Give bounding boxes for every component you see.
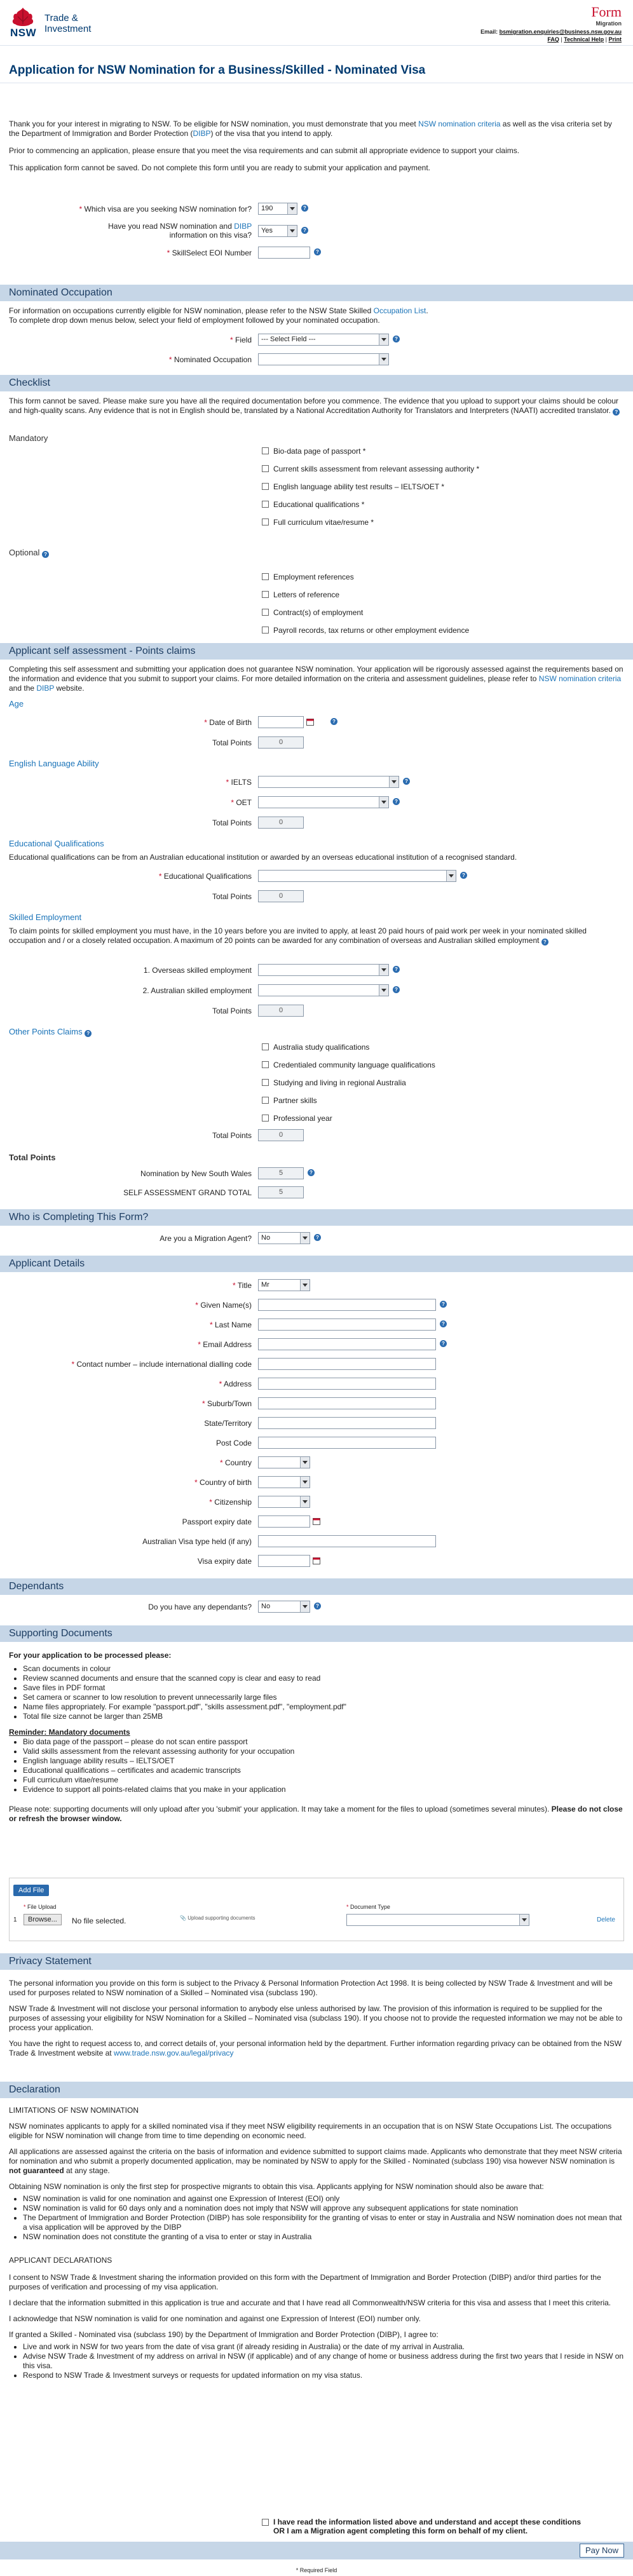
applicant-field-row bbox=[0, 1515, 633, 1529]
other-total-value: 0 bbox=[258, 1129, 304, 1141]
applicant-field-row bbox=[0, 1278, 633, 1292]
applicant-heading: Applicant Details bbox=[0, 1256, 633, 1272]
document-type-label: * Document Type bbox=[346, 1904, 390, 1910]
applicant-field-row bbox=[0, 1357, 633, 1371]
dibp-info-link[interactable]: DIBP bbox=[234, 222, 252, 231]
agent-label: Are you a Migration Agent? bbox=[160, 1234, 252, 1243]
nomination-points-row bbox=[0, 1167, 633, 1181]
australian-select[interactable] bbox=[258, 984, 389, 996]
help-icon[interactable]: ? bbox=[440, 1320, 447, 1327]
text-input[interactable] bbox=[258, 1299, 436, 1311]
add-file-button[interactable]: Add File bbox=[13, 1885, 49, 1896]
checklist-heading: Checklist bbox=[0, 375, 633, 391]
bullet-item: • Respond to NSW Trade & Investment surveys or requests for updated information on my visa status. bbox=[23, 2371, 624, 2380]
accept-checkbox[interactable] bbox=[262, 2519, 269, 2526]
dependants-label: Do you have any dependants? bbox=[148, 1603, 252, 1611]
form-tag bbox=[480, 4, 622, 43]
no-file-text: No file selected. bbox=[72, 1916, 126, 1925]
checkbox[interactable] bbox=[262, 1043, 269, 1050]
checkbox[interactable] bbox=[262, 501, 269, 508]
bullet-item: • English language ability results – IELTS/OET bbox=[23, 1756, 624, 1766]
grand-total-value: 5 bbox=[258, 1186, 304, 1198]
read-info-select[interactable]: Yes bbox=[258, 225, 297, 237]
checkbox-label: Educational qualifications * bbox=[273, 500, 365, 509]
bullet-item: • Name files appropriately. For example "passport.pdf", "skills assessment.pdf", "employment.pdf" bbox=[23, 1702, 624, 1712]
row-number: 1 bbox=[13, 1916, 17, 1923]
text-input[interactable] bbox=[258, 1378, 436, 1390]
field-select[interactable]: --- Select Field --- bbox=[258, 334, 389, 346]
bullet-item: • Review scanned documents and ensure that the scanned copy is clear and easy to read bbox=[23, 1674, 624, 1683]
checkbox[interactable] bbox=[262, 1115, 269, 1122]
optional-label: Optional ? bbox=[9, 548, 49, 557]
declaration-heading: Declaration bbox=[0, 2082, 633, 2098]
skilled-total-value: 0 bbox=[258, 1005, 304, 1017]
field-label: * Field bbox=[229, 336, 252, 344]
oet-row bbox=[0, 796, 633, 810]
help-icon[interactable]: ? bbox=[308, 1169, 315, 1176]
australian-label: 2. Australian skilled employment bbox=[142, 986, 252, 995]
file-upload-panel bbox=[9, 1878, 624, 1941]
declaration-text: LIMITATIONS OF NSW NOMINATION NSW nominates applicants to apply for a skilled nominated visa if they meet NSW eligibility requirements in an occupation that is on NSW State Occupations List. The occupations eligible for NSW nomination will change from time to time depending on economic need. All applications are assessed against the criteria on the basis of information and evidence submitted to support claims made. Applicants who demonstrate that they meet NSW criteria for nomination and who submit a properly documented application, may be nominated by NSW to apply for the Skilled - Nominated (subclass 190) visa however NSW nomination is not guaranteed at any stage. Obtaining NSW nomination is only the first step for prospective migrants to obtain this visa. Applicants applying for NSW nomination should also be aware that: • NSW nomination is valid for one nomination and against one Expression of Interest (EOI) only • NSW nomination is valid for 60 days only and a nomination does not imply that NSW will approve any subsequent applications for state nomination • The Department of Immigration and Border Protection (DIBP) has sole responsibility for the granting of visas to enter or stay in Australia and NSW nomination does not mean that a visa application will be approved by the DIBP • NSW nomination does not constitute the granting of a visa to enter or stay in Australia APPLICANT DECLARATIONS I consent to NSW Trade & Investment sharing the information provided on this form with the Department of Immigration and Border Protection (DIBP) and/or third parties for the purposes of verification and processing of my visa application. I declare that the information submitted in this application is true and accurate and that I have read all Commonwealth/NSW criteria for this visa and assess that I meet this criteria. I acknowledge that NSW nomination is valid for one nomination and against one Expression of Interest (EOI) number only. If granted a Skilled - Nominated visa (subclass 190) by the Department of Immigration and Border Protection (DIBP), I agree to: • Live and work in NSW for two years from the date of visa grant (if already residing in Australia) or the date of my arrival in Australia. • Advise NSW Trade & Investment of my address on arrival in NSW (if applicable) and of any change of home or business address during the first two years that I reside in NSW on this visa. • Respond to NSW Trade & Investment surveys or requests for updated information on my visa status. bbox=[9, 2106, 624, 2380]
checkbox[interactable] bbox=[262, 609, 269, 616]
dob-label: * Date of Birth bbox=[204, 718, 252, 727]
age-total-label: Total Points bbox=[212, 738, 252, 747]
pay-now-button[interactable]: Pay Now bbox=[580, 2544, 624, 2558]
text-input[interactable] bbox=[258, 1358, 436, 1370]
ielts-label: * IELTS bbox=[226, 778, 252, 787]
english-heading: English Language Ability bbox=[9, 759, 99, 768]
english-total-row bbox=[0, 816, 633, 830]
text-input[interactable] bbox=[258, 1319, 436, 1331]
overseas-label: 1. Overseas skilled employment bbox=[143, 966, 252, 975]
logo-nsw-text: NSW bbox=[10, 27, 37, 39]
applicant-field-row bbox=[0, 1554, 633, 1568]
checkbox[interactable] bbox=[262, 447, 269, 454]
australian-row bbox=[0, 984, 633, 998]
overseas-select[interactable] bbox=[258, 964, 389, 976]
select-field[interactable] bbox=[258, 1476, 310, 1488]
bullet-item: • Bio data page of the passport – please do not scan entire passport bbox=[23, 1737, 624, 1747]
other-total-row bbox=[0, 1129, 633, 1142]
applicant-field-row bbox=[0, 1416, 633, 1430]
skilled-total-row bbox=[0, 1004, 633, 1018]
logo-brand-text: Trade & Investment bbox=[44, 13, 92, 34]
skillselect-input[interactable] bbox=[258, 247, 310, 259]
bullet-item: • Save files in PDF format bbox=[23, 1683, 624, 1693]
checkbox-label: Professional year bbox=[273, 1114, 332, 1123]
field-label: * Address bbox=[219, 1380, 252, 1388]
field-label: * Country of birth bbox=[194, 1478, 252, 1487]
text-input[interactable] bbox=[258, 1338, 436, 1350]
field-label: * Email Address bbox=[198, 1340, 252, 1349]
checkbox-label: Credentialed community language qualifications bbox=[273, 1061, 435, 1069]
english-total-label: Total Points bbox=[212, 818, 252, 827]
dependants-select[interactable]: No bbox=[258, 1601, 310, 1613]
checkbox-label: Payroll records, tax returns or other employment evidence bbox=[273, 626, 470, 635]
date-input[interactable] bbox=[258, 1555, 310, 1567]
delete-link[interactable]: Delete bbox=[597, 1916, 615, 1923]
help-icon[interactable]: ? bbox=[541, 939, 548, 946]
education-select[interactable] bbox=[258, 870, 456, 882]
grand-total-label: SELF ASSESSMENT GRAND TOTAL bbox=[123, 1188, 252, 1197]
help-icon[interactable]: ? bbox=[85, 1030, 92, 1037]
dob-row bbox=[0, 715, 633, 729]
who-heading: Who is Completing This Form? bbox=[0, 1209, 633, 1226]
help-icon[interactable]: ? bbox=[460, 872, 467, 879]
help-icon[interactable]: ? bbox=[301, 205, 308, 212]
skilled-info: To claim points for skilled employment you must have, in the 10 years before you are invited to apply, at least 20 paid hours of paid work per week in your nominated skilled occupation and / or a closely related occupation. A maximum of 20 points can be awarded for any combination of overseas and Australian skilled employment ? bbox=[9, 926, 587, 945]
help-icon[interactable]: ? bbox=[403, 778, 410, 785]
date-input[interactable] bbox=[258, 1515, 310, 1528]
applicant-field-row bbox=[0, 1495, 633, 1509]
field-label: * Country bbox=[219, 1458, 252, 1467]
checkbox[interactable] bbox=[262, 519, 269, 525]
read-info-row bbox=[0, 224, 633, 238]
intro-paragraph-3: This application form cannot be saved. Do not complete this form until you are ready to submit your application and payment. bbox=[9, 163, 431, 172]
age-total-row bbox=[0, 736, 633, 750]
calendar-icon[interactable] bbox=[313, 1517, 320, 1525]
field-label: State/Territory bbox=[204, 1419, 252, 1428]
checkbox[interactable] bbox=[262, 573, 269, 580]
checkbox-label: Letters of reference bbox=[273, 590, 340, 599]
faq-link[interactable]: FAQ bbox=[547, 36, 559, 43]
supporting-info: For your application to be processed please: • Scan documents in colour • Review scanned documents and ensure that the scanned copy is clear and easy to read • Save files in PDF format • Set camera or scanner to low resolution to prevent unnecessarily large files • Name files appropriately. For example "passport.pdf", "skills assessment.pdf", "employment.pdf" • Total file size cannot be larger than 25MB Reminder: Mandatory documents • Bio data page of the passport – please do not scan entire passport • Valid skills assessment from the relevant assessing authority for your occupation • English language ability results – IELTS/OET • Educational qualifications – certificates and academic transcripts • Full curriculum vitae/resume • Evidence to support all points-related claims that you make in your application Please note: supporting documents will only upload after you 'submit' your application. It may take a moment for the files to upload (sometimes several minutes). Please do not close or refresh the browser window. bbox=[9, 1651, 624, 1824]
applicant-field-row bbox=[0, 1397, 633, 1411]
dibp-link[interactable]: DIBP bbox=[193, 129, 211, 138]
bullet-item: • NSW nomination is valid for one nomination and against one Expression of Interest (EOI) only bbox=[23, 2194, 624, 2204]
bullet-item: • Set camera or scanner to low resolution to prevent unnecessarily large files bbox=[23, 1693, 624, 1702]
skilled-total-label: Total Points bbox=[212, 1007, 252, 1015]
checkbox[interactable] bbox=[262, 591, 269, 598]
applicant-field-row bbox=[0, 1475, 633, 1489]
select-field[interactable] bbox=[258, 1496, 310, 1508]
print-link[interactable]: Print bbox=[608, 36, 622, 43]
help-icon[interactable]: ? bbox=[393, 986, 400, 993]
points-heading: Applicant self assessment - Points claims bbox=[0, 643, 633, 660]
other-total-label: Total Points bbox=[212, 1131, 252, 1140]
points-info: Completing this self assessment and submitting your application does not guarantee NSW nomination. Your application will be rigorously assessed against the requirements based on the information and evidence that you submit to support your claims. For more detailed information on the criteria and assessment guidelines, please refer to NSW nomination criteria and the DIBP website. bbox=[9, 665, 623, 693]
checkbox-label: Full curriculum vitae/resume * bbox=[273, 518, 374, 527]
intro-paragraph-2: Prior to commencing an application, please ensure that you meet the visa requirements and can submit all appropriate evidence to support your claims. bbox=[9, 146, 520, 155]
bullet-item: • Valid skills assessment from the relevant assessing authority for your occupation bbox=[23, 1747, 624, 1756]
technical-help-link[interactable]: Technical Help bbox=[564, 36, 604, 43]
document-type-select[interactable] bbox=[346, 1914, 529, 1926]
field-label: Australian Visa type held (if any) bbox=[142, 1537, 252, 1546]
dependants-heading: Dependants bbox=[0, 1578, 633, 1595]
checkbox-label: Contract(s) of employment bbox=[273, 608, 364, 617]
checklist-info: This form cannot be saved. Please make sure you have all the required documentation before you commence. The evidence that you upload to support your claims should be colour and high-quality scans. Any evidence that is not in English should be, translated by a National Accreditation Authority for Translators and Interpreters (NAATI) accredited translator. ? bbox=[9, 397, 624, 416]
bullet-item: • Advise NSW Trade & Investment of my address on arrival in NSW (if applicable) and of any change of home or business address during the first two years that I reside in NSW on this visa. bbox=[23, 2352, 624, 2371]
checkbox[interactable] bbox=[262, 465, 269, 472]
visa-select[interactable]: 190 bbox=[258, 203, 297, 215]
help-icon[interactable]: ? bbox=[440, 1340, 447, 1347]
email-link[interactable]: bsmigration.enquiries@business.nsw.gov.au bbox=[499, 29, 622, 35]
visa-row bbox=[0, 202, 633, 216]
overseas-row bbox=[0, 963, 633, 977]
supporting-heading: Supporting Documents bbox=[0, 1625, 633, 1642]
field-label: Visa expiry date bbox=[197, 1557, 252, 1566]
nomination-criteria-link[interactable]: NSW nomination criteria bbox=[538, 674, 622, 683]
field-label: * Title bbox=[232, 1281, 252, 1290]
help-icon[interactable]: ? bbox=[393, 336, 400, 342]
help-icon[interactable]: ? bbox=[314, 248, 321, 255]
age-total-value: 0 bbox=[258, 736, 304, 749]
field-label: Passport expiry date bbox=[182, 1517, 252, 1526]
nomination-points-value: 5 bbox=[258, 1167, 304, 1179]
checkbox[interactable] bbox=[262, 1097, 269, 1104]
occupation-select[interactable] bbox=[258, 353, 389, 365]
paperclip-icon: 📎 bbox=[180, 1915, 186, 1921]
age-heading: Age bbox=[9, 699, 24, 708]
checkbox-label: Bio-data page of passport * bbox=[273, 447, 366, 456]
education-total-row bbox=[0, 890, 633, 904]
checkbox[interactable] bbox=[262, 483, 269, 490]
other-points-heading: Other Points Claims ? bbox=[9, 1027, 92, 1036]
ielts-row bbox=[0, 775, 633, 789]
occupation-info: For information on occupations currently eligible for NSW nomination, please refer to the NSW State Skilled Occupation List. To complete drop down menus below, select your field of employment followed by your nominated occupation. bbox=[9, 306, 428, 325]
file-upload-label: * File Upload bbox=[24, 1904, 57, 1910]
privacy-link[interactable]: www.trade.nsw.gov.au/legal/privacy bbox=[113, 2049, 234, 2057]
applicant-field-row bbox=[0, 1338, 633, 1352]
occupation-label: * Nominated Occupation bbox=[168, 355, 252, 364]
calendar-icon[interactable] bbox=[313, 1557, 320, 1564]
field-label: * Citizenship bbox=[209, 1498, 252, 1507]
nomination-points-label: Nomination by New South Wales bbox=[140, 1169, 252, 1178]
checkbox-label: Australia study qualifications bbox=[273, 1043, 370, 1052]
applicant-field-row bbox=[0, 1298, 633, 1312]
skillselect-label: * SkillSelect EOI Number bbox=[167, 248, 252, 257]
header-links: FAQ | Technical Help | Print bbox=[547, 36, 622, 43]
english-total-value: 0 bbox=[258, 817, 304, 829]
dibp-website-link[interactable]: DIBP bbox=[36, 684, 55, 693]
checkbox-label: Current skills assessment from relevant assessing authority * bbox=[273, 464, 480, 473]
checkbox-label: Employment references bbox=[273, 573, 354, 581]
upload-hint: 📎 Upload supporting documents bbox=[180, 1915, 255, 1921]
checkbox-label: Partner skills bbox=[273, 1096, 317, 1105]
dependants-row bbox=[0, 1600, 633, 1614]
field-label: * Last Name bbox=[209, 1320, 252, 1329]
applicant-field-row bbox=[0, 1318, 633, 1332]
agent-row bbox=[0, 1231, 633, 1245]
nsw-nomination-criteria-link[interactable]: NSW nomination criteria bbox=[418, 119, 501, 128]
bullet-item: • Educational qualifications – certificates and academic transcripts bbox=[23, 1766, 624, 1775]
ielts-select[interactable] bbox=[258, 776, 399, 788]
site-header bbox=[0, 0, 633, 46]
accept-conditions: I have read the information listed above and understand and accept these conditions OR I am a Migration agent completing this form on behalf of my client. bbox=[262, 2518, 581, 2535]
grand-total-row bbox=[0, 1186, 633, 1200]
browse-button[interactable]: Browse... bbox=[24, 1914, 62, 1925]
field-row bbox=[0, 333, 633, 347]
checkbox-label: English language ability test results – IELTS/OET * bbox=[273, 482, 445, 491]
bullet-item: • The Department of Immigration and Border Protection (DIBP) has sole responsibility for the granting of visas to enter or stay in Australia and NSW nomination does not mean that a visa application will be approved by the DIBP bbox=[23, 2213, 624, 2232]
read-info-label: Have you read NSW nomination and DIBP information on this visa? bbox=[108, 222, 252, 240]
calendar-icon[interactable] bbox=[306, 718, 314, 726]
visa-label: * Which visa are you seeking NSW nomination for? bbox=[79, 205, 252, 214]
oet-label: * OET bbox=[231, 798, 252, 807]
help-icon[interactable]: ? bbox=[330, 718, 337, 725]
intro-text bbox=[9, 119, 624, 180]
help-icon[interactable]: ? bbox=[301, 227, 308, 234]
education-heading: Educational Qualifications bbox=[9, 839, 104, 848]
bullet-item: • Live and work in NSW for two years from the date of visa grant (if already residing in Australia) or the date of my arrival in Australia. bbox=[23, 2342, 624, 2352]
privacy-heading: Privacy Statement bbox=[0, 1953, 633, 1970]
required-field-note: * Required Field bbox=[296, 2567, 337, 2573]
nsw-trade-investment-logo[interactable] bbox=[9, 5, 111, 42]
education-total-value: 0 bbox=[258, 890, 304, 902]
education-info: Educational qualifications can be from an Australian educational institution or awarded by an overseas educational institution of a recognised standard. bbox=[9, 853, 517, 862]
intro-paragraph-1: Thank you for your interest in migrating to NSW. To be eligible for NSW nomination, you must demonstrate that you meet NSW nomination criteria as well as the visa criteria set by the Department of Immigration and Border Protection (DIBP) of the visa that you intend to apply. bbox=[9, 119, 612, 138]
field-label: Post Code bbox=[215, 1439, 252, 1447]
education-label: * Educational Qualifications bbox=[158, 872, 252, 881]
checkbox[interactable] bbox=[262, 1061, 269, 1068]
bullet-item: • Evidence to support all points-related claims that you make in your application bbox=[23, 1785, 624, 1794]
text-input[interactable] bbox=[258, 1535, 436, 1547]
field-label: * Contact number – include international dialling code bbox=[71, 1360, 252, 1369]
applicant-field-row bbox=[0, 1535, 633, 1549]
skilled-heading: Skilled Employment bbox=[9, 912, 82, 922]
select-field[interactable] bbox=[258, 1456, 310, 1468]
select-field[interactable]: Mr bbox=[258, 1279, 310, 1291]
checkbox[interactable] bbox=[262, 1079, 269, 1086]
applicant-field-row bbox=[0, 1456, 633, 1470]
privacy-text: The personal information you provide on this form is subject to the Privacy & Personal Information Protection Act 1998. It is being collected by NSW Trade & Investment and will be used for purposes related to NSW nomination of a Skilled – Nominated visa (subclass 190). NSW Trade & Investment will not disclose your personal information to anybody else unless authorised by law. The provision of this information is required to be supplied for the purposes of assessing your eligibility for NSW Nomination for a Skilled – Nominated visa (subclass 190). If you choose not to provide the requested information we may not be able to process your application. You have the right to request access to, and correct details of, your personal information held by the department. Further information regarding privacy can be obtained from the NSW Trade & Investment website at www.trade.nsw.gov.au/legal/privacy bbox=[9, 1979, 623, 2057]
help-icon[interactable]: ? bbox=[314, 1234, 321, 1241]
applicant-field-row bbox=[0, 1377, 633, 1391]
bullet-item: • NSW nomination is valid for 60 days only and a nomination does not imply that NSW will approve any subsequent applications for state nomination bbox=[23, 2204, 624, 2213]
help-icon[interactable]: ? bbox=[314, 1603, 321, 1610]
text-input[interactable] bbox=[258, 1417, 436, 1429]
help-icon[interactable]: ? bbox=[613, 409, 620, 416]
field-label: * Suburb/Town bbox=[201, 1399, 252, 1408]
occupation-row bbox=[0, 353, 633, 367]
bullet-item: • Scan documents in colour bbox=[23, 1664, 624, 1674]
agent-select[interactable]: No bbox=[258, 1232, 310, 1244]
help-icon[interactable]: ? bbox=[393, 798, 400, 805]
total-points-heading: Total Points bbox=[9, 1153, 56, 1162]
dob-input[interactable] bbox=[258, 716, 304, 728]
text-input[interactable] bbox=[258, 1437, 436, 1449]
bullet-item: • Full curriculum vitae/resume bbox=[23, 1775, 624, 1785]
field-label: * Given Name(s) bbox=[195, 1301, 252, 1310]
help-icon[interactable]: ? bbox=[42, 551, 49, 558]
checkbox-label: Studying and living in regional Australia bbox=[273, 1078, 406, 1087]
checkbox[interactable] bbox=[262, 627, 269, 634]
education-total-label: Total Points bbox=[212, 892, 252, 901]
mandatory-label: Mandatory bbox=[9, 433, 48, 443]
help-icon[interactable]: ? bbox=[393, 966, 400, 973]
contact-email: Email: bsmigration.enquiries@business.nsw.gov.au bbox=[480, 29, 622, 35]
nominated-occupation-heading: Nominated Occupation bbox=[0, 285, 633, 301]
text-input[interactable] bbox=[258, 1397, 436, 1409]
applicant-field-row bbox=[0, 1436, 633, 1450]
bullet-item: • NSW nomination does not constitute the granting of a visa to enter or stay in Australia bbox=[23, 2232, 624, 2242]
form-sub-label: Migration bbox=[596, 20, 622, 27]
oet-select[interactable] bbox=[258, 796, 389, 808]
help-icon[interactable]: ? bbox=[440, 1301, 447, 1308]
occupation-list-link[interactable]: Occupation List bbox=[373, 306, 426, 315]
skillselect-row bbox=[0, 246, 633, 260]
footer-bar bbox=[0, 2542, 633, 2559]
education-row bbox=[0, 869, 633, 883]
bullet-item: • Total file size cannot be larger than 25MB bbox=[23, 1712, 624, 1721]
page-title: Application for NSW Nomination for a Business/Skilled - Nominated Visa bbox=[9, 64, 426, 77]
form-label: Form bbox=[591, 4, 622, 20]
